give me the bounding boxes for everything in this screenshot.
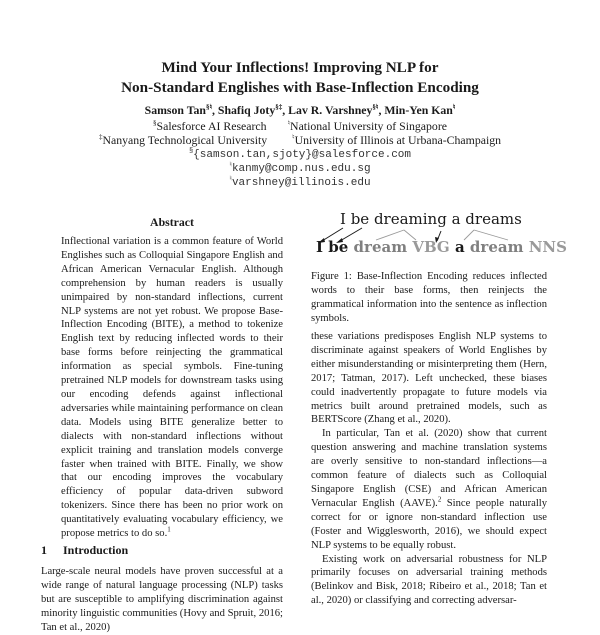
- email-line[interactable]: [0, 176, 600, 190]
- token: I: [316, 238, 324, 256]
- email-mark: §: [188, 147, 194, 156]
- affiliation-row-2: [0, 133, 600, 147]
- author-name: Min-Yen Kan: [384, 103, 453, 117]
- email-line[interactable]: [0, 162, 600, 176]
- title-line-2: Non-Standard Englishes with Base-Inflection Encoding: [121, 79, 479, 96]
- email-text[interactable]: kanmy@comp.nus.edu.sg: [231, 163, 371, 175]
- author-name: Shafiq Joty: [217, 103, 276, 117]
- affiliation: [99, 133, 267, 147]
- token-inflection: NNS: [528, 238, 567, 256]
- author-marks: §♮: [205, 103, 212, 112]
- affiliation: [153, 119, 267, 133]
- email-text[interactable]: {samson.tan,sjoty}@salesforce.com: [193, 149, 412, 161]
- paragraph: Existing work on adversarial robustness for NLP primarily focuses on adversarial training methods (Belinkov and Bisk, 2018; Ribeiro et al., 2018; Tan et al., 2020) or classifying and correcting adversar-: [311, 553, 547, 607]
- paper-title: [0, 58, 600, 98]
- paragraph-text: Since people naturally correct for or ignore non-standard inflection use (Foster and Wigglesworth, 2016), we should expect NLP systems to be equally robust.: [311, 497, 548, 551]
- author-marks: ♮: [452, 103, 456, 112]
- author-name: Samson Tan: [144, 103, 206, 117]
- email-mark: ♮: [229, 175, 232, 184]
- figure-bottom-tokens: [316, 238, 567, 256]
- email-mark: ♮: [229, 161, 232, 170]
- affiliation-mark: ‡: [98, 133, 103, 142]
- right-column-body: [311, 330, 547, 608]
- abstract-text: Inflectional variation is a common feature of World Englishes such as Colloquial Singapore English and African American Vernacular English. Although comprehension by human readers is usually unimpaired by non-standard inflections, current NLP systems are not yet robust. We propose Base-Inflection Encoding (BITE), a method to tokenize English text by reducing inflected words to their base forms before reinjecting the grammatical information as special symbols. Fine-tuning pretrained NLP models for downstream tasks using our encoding defends against inflectional adversaries while maintaining performance on clean data. Models using BITE generalize better to dialects with non-standard inflections without explicit training and translation models converge faster when trained with BITE. Finally, we show that our encoding improves the vocabulary efficiency of popular data-driven subword tokenizers. Since there has been no prior work on quantitatively evaluating vocabulary efficiency, we propose metrics to do so.: [61, 236, 283, 540]
- author-marks: §♮: [372, 103, 379, 112]
- token: a: [454, 238, 465, 256]
- footnote-mark[interactable]: 1: [167, 525, 171, 534]
- affiliation-text: Nanyang Technological University: [102, 133, 268, 147]
- token-base: dream: [353, 238, 408, 256]
- figure-top-sentence: I be dreaming a dreams: [340, 210, 522, 228]
- paragraph: [311, 427, 547, 552]
- affiliation-mark: ♮: [292, 133, 295, 142]
- paragraph: these variations predisposes English NLP systems to discriminate against speakers of World Englishes by either misunderstanding or misinterpreting them (Hern, 2017; Tatman, 2017). Left unchecked, these biases could inadvertently propagate to future models via metrics built around pretrained models, such as BERTScore (Zhang et al., 2020).: [311, 331, 547, 426]
- introduction-text: Large-scale neural models have proven successful at a wide range of natural language processing (NLP) tasks but are susceptible to amplifying discrimination against minority linguistic communities (Hovy and Spruit, 2016; Tan et al., 2020): [41, 566, 283, 633]
- section-number: 1: [41, 543, 47, 557]
- section-title: Introduction: [63, 543, 129, 557]
- abstract-heading: Abstract: [150, 215, 194, 229]
- affiliation-mark: §: [153, 119, 157, 128]
- email-text[interactable]: varshney@illinois.edu: [231, 177, 371, 189]
- token: be: [328, 238, 349, 256]
- author-name: Lav R. Varshney: [288, 103, 373, 117]
- footnote-mark[interactable]: 2: [437, 495, 442, 504]
- author-marks: §‡: [275, 103, 283, 112]
- affiliation-text: National University of Singapore: [290, 119, 447, 133]
- affiliation-mark: ♮: [287, 119, 291, 128]
- token-inflection: VBG: [412, 238, 450, 256]
- token-base: dream: [469, 238, 524, 256]
- affiliation: [288, 119, 447, 133]
- abstract-body: [61, 235, 283, 541]
- affiliation-row-1: [0, 119, 600, 133]
- affiliation-text: Salesforce AI Research: [156, 119, 267, 133]
- figure-1-caption: Figure 1: Base-Inflection Encoding reduces inflected words to their base forms, then reinjects the grammatical information into the sentence as inflection symbols.: [311, 271, 547, 324]
- section-heading-introduction: [41, 543, 128, 558]
- email-line[interactable]: [0, 148, 600, 162]
- title-line-1: Mind Your Inflections! Improving NLP for: [161, 59, 439, 76]
- paragraph-text: In particular, Tan et al. (2020) show that current question answering and machine translation systems are overly sensitive to non-standard inflections—a common feature of dialects such as Colloquial Singapore English (CSE) and African American Vernacular English (AAVE).: [311, 428, 547, 509]
- affiliation: [292, 133, 501, 147]
- author-list: Samson Tan§♮, Shafiq Joty§‡, Lav R. Varshney§♮, Min-Yen Kan♮: [144, 103, 456, 117]
- affiliation-text: University of Illinois at Urbana-Champaign: [294, 133, 502, 147]
- figure-1: [300, 208, 567, 268]
